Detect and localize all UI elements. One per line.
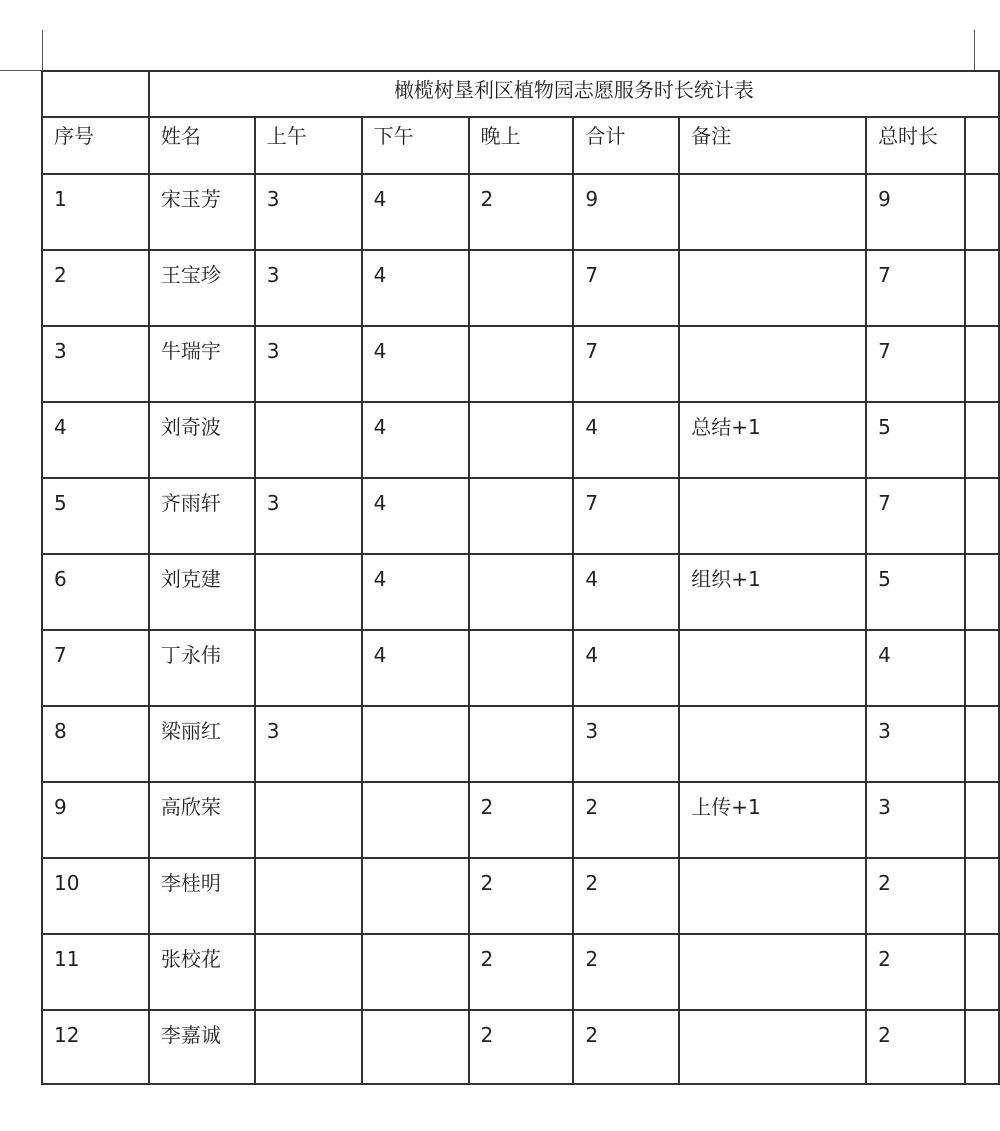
cell-afternoon — [362, 478, 469, 554]
cell-value — [363, 859, 468, 873]
cell-value: 4 — [585, 415, 599, 439]
cell-name — [149, 326, 255, 402]
cell-evening — [469, 174, 574, 250]
cell-afternoon — [362, 706, 469, 782]
cell-value — [680, 479, 865, 493]
table-row — [42, 630, 999, 706]
cell-index — [42, 478, 149, 554]
cell-value: 2 — [585, 871, 599, 895]
header-row — [42, 117, 999, 174]
cell-value: 7 — [878, 339, 891, 363]
cell-value: 5 — [878, 567, 891, 591]
cell-afternoon — [362, 402, 469, 478]
cell-name — [149, 706, 255, 782]
cell-value: 2 — [585, 1023, 599, 1047]
cell-remarks — [679, 630, 866, 706]
cell-value: 4 — [373, 567, 387, 591]
cell-remarks — [679, 934, 866, 1010]
cell-evening — [469, 858, 574, 934]
cell-value — [363, 707, 468, 721]
cell-extra — [965, 326, 999, 402]
cell-name — [149, 1010, 255, 1084]
cell-value — [470, 403, 573, 417]
cell-extra — [965, 934, 999, 1010]
cell-value: 6 — [54, 567, 67, 591]
cell-value — [680, 935, 865, 949]
cell-total — [866, 782, 965, 858]
cell-value: 2 — [585, 795, 599, 819]
cell-value — [470, 707, 573, 721]
cell-value — [680, 251, 865, 265]
volunteer-hours-table — [41, 70, 1000, 1085]
cell-total — [866, 174, 965, 250]
cell-value: 宋玉芳 — [160, 187, 221, 211]
cell-afternoon — [362, 250, 469, 326]
cell-extra — [965, 1010, 999, 1084]
cell-subtotal — [573, 706, 679, 782]
cell-afternoon — [362, 554, 469, 630]
cell-value — [680, 1011, 865, 1025]
cell-morning — [255, 402, 362, 478]
cell-value — [256, 555, 361, 569]
cell-value — [363, 1011, 468, 1025]
header-cell-extra — [965, 117, 999, 174]
cell-value: 7 — [878, 263, 891, 287]
cell-value: 4 — [878, 643, 891, 667]
header-label: 晚上 — [480, 124, 521, 148]
cell-evening — [469, 554, 574, 630]
cell-subtotal — [573, 554, 679, 630]
cell-value — [256, 859, 361, 873]
cell-value: 7 — [878, 491, 891, 515]
cell-value: 上传+1 — [691, 795, 761, 819]
table-row — [42, 554, 999, 630]
cell-value: 齐雨轩 — [160, 491, 221, 515]
cell-morning — [255, 174, 362, 250]
cell-value: 4 — [373, 187, 387, 211]
header-cell-name — [149, 117, 255, 174]
cell-morning — [255, 630, 362, 706]
cell-evening — [469, 1010, 574, 1084]
cell-total — [866, 858, 965, 934]
cell-value: 牛瑞宇 — [160, 339, 221, 363]
cell-value: 4 — [373, 263, 387, 287]
cell-evening — [469, 326, 574, 402]
cell-afternoon — [362, 174, 469, 250]
cell-morning — [255, 706, 362, 782]
cell-afternoon — [362, 630, 469, 706]
cell-value: 丁永伟 — [160, 643, 221, 667]
cell-value: 李桂明 — [160, 871, 221, 895]
cell-value: 11 — [54, 947, 80, 971]
cell-extra — [965, 478, 999, 554]
cell-value: 7 — [585, 339, 599, 363]
cell-value: 3 — [878, 719, 891, 743]
cell-evening — [469, 782, 574, 858]
table-row — [42, 782, 999, 858]
cell-index — [42, 326, 149, 402]
cell-remarks — [679, 858, 866, 934]
cell-value: 9 — [878, 187, 891, 211]
cell-remarks — [679, 250, 866, 326]
cell-value: 总结+1 — [691, 415, 761, 439]
cell-value: 12 — [54, 1023, 80, 1047]
cell-remarks — [679, 706, 866, 782]
cell-value: 3 — [266, 339, 280, 363]
cell-value: 4 — [373, 415, 387, 439]
cell-evening — [469, 250, 574, 326]
cell-afternoon — [362, 782, 469, 858]
cell-name — [149, 630, 255, 706]
cell-afternoon — [362, 934, 469, 1010]
cell-value: 刘克建 — [160, 567, 221, 591]
cell-value: 4 — [585, 643, 599, 667]
cell-name — [149, 174, 255, 250]
cell-value: 2 — [480, 795, 494, 819]
cell-afternoon — [362, 326, 469, 402]
cell-afternoon — [362, 1010, 469, 1084]
header-cell-evening — [469, 117, 574, 174]
cell-total — [866, 630, 965, 706]
cell-value: 2 — [878, 1023, 891, 1047]
cell-subtotal — [573, 478, 679, 554]
header-cell-total — [866, 117, 965, 174]
header-label: 上午 — [266, 124, 307, 148]
cell-evening — [469, 402, 574, 478]
header-label: 备注 — [691, 124, 732, 148]
cell-total — [866, 326, 965, 402]
cell-name — [149, 250, 255, 326]
cell-value — [256, 403, 361, 417]
table-row — [42, 934, 999, 1010]
cell-value: 4 — [373, 643, 387, 667]
cell-extra — [965, 706, 999, 782]
cell-index — [42, 858, 149, 934]
cell-name — [149, 858, 255, 934]
cell-total — [866, 706, 965, 782]
crop-mark-top-left-vertical — [42, 30, 43, 70]
cell-remarks — [679, 478, 866, 554]
cell-evening — [469, 630, 574, 706]
cell-morning — [255, 554, 362, 630]
cell-subtotal — [573, 174, 679, 250]
cell-value — [256, 935, 361, 949]
cell-value: 组织+1 — [691, 567, 761, 591]
cell-extra — [965, 782, 999, 858]
cell-value — [680, 707, 865, 721]
cell-name — [149, 402, 255, 478]
header-label: 序号 — [54, 124, 94, 148]
cell-value — [680, 631, 865, 645]
cell-value — [256, 783, 361, 797]
cell-value — [363, 935, 468, 949]
cell-evening — [469, 478, 574, 554]
cell-value: 4 — [373, 339, 387, 363]
cell-total — [866, 478, 965, 554]
cell-value: 9 — [585, 187, 599, 211]
cell-value: 5 — [54, 491, 67, 515]
cell-morning — [255, 934, 362, 1010]
cell-subtotal — [573, 326, 679, 402]
cell-value — [470, 631, 573, 645]
cell-value — [470, 479, 573, 493]
header-label: 下午 — [373, 124, 414, 148]
cell-value — [680, 175, 865, 189]
table-row — [42, 402, 999, 478]
header-label: 姓名 — [160, 124, 201, 148]
cell-remarks — [679, 174, 866, 250]
cell-value: 2 — [480, 187, 494, 211]
table-title: 橄榄树垦利区植物园志愿服务时长统计表 — [393, 78, 754, 102]
cell-name — [149, 478, 255, 554]
cell-value: 2 — [480, 871, 494, 895]
cell-extra — [965, 250, 999, 326]
cell-remarks — [679, 1010, 866, 1084]
cell-value — [470, 251, 573, 265]
header-cell-morning — [255, 117, 362, 174]
cell-total — [866, 934, 965, 1010]
cell-value — [680, 327, 865, 341]
cell-value: 8 — [54, 719, 67, 743]
cell-index — [42, 554, 149, 630]
cell-index — [42, 174, 149, 250]
cell-index — [42, 1010, 149, 1084]
cell-value: 1 — [54, 187, 67, 211]
cell-total — [866, 402, 965, 478]
table-row — [42, 706, 999, 782]
cell-value: 2 — [878, 871, 891, 895]
cell-value: 2 — [480, 1023, 494, 1047]
header-cell-remarks — [679, 117, 866, 174]
cell-value — [680, 859, 865, 873]
cell-total — [866, 554, 965, 630]
table-row — [42, 174, 999, 250]
cell-index — [42, 250, 149, 326]
cell-value — [256, 1011, 361, 1025]
cell-evening — [469, 934, 574, 1010]
header-label: 合计 — [585, 124, 626, 148]
cell-value: 4 — [373, 491, 387, 515]
cell-morning — [255, 326, 362, 402]
cell-morning — [255, 478, 362, 554]
table-row — [42, 250, 999, 326]
cell-subtotal — [573, 402, 679, 478]
cell-morning — [255, 782, 362, 858]
cell-value: 3 — [266, 491, 280, 515]
title-row — [42, 71, 999, 117]
cell-extra — [965, 630, 999, 706]
cell-value: 5 — [878, 415, 891, 439]
cell-value: 张校花 — [160, 947, 221, 971]
cell-index — [42, 402, 149, 478]
cell-remarks — [679, 554, 866, 630]
cell-total — [866, 250, 965, 326]
cell-value: 2 — [54, 263, 67, 287]
cell-value: 王宝珍 — [160, 263, 221, 287]
cell-remarks — [679, 326, 866, 402]
cell-subtotal — [573, 934, 679, 1010]
cell-value: 7 — [54, 643, 67, 667]
cell-value: 9 — [54, 795, 67, 819]
cell-value — [363, 783, 468, 797]
cell-value: 4 — [54, 415, 67, 439]
cell-value: 高欣荣 — [160, 795, 221, 819]
cell-subtotal — [573, 250, 679, 326]
cell-index — [42, 934, 149, 1010]
cell-name — [149, 934, 255, 1010]
cell-value: 2 — [585, 947, 599, 971]
cell-morning — [255, 250, 362, 326]
crop-mark-top-left-horizontal — [0, 70, 42, 71]
cell-index — [42, 782, 149, 858]
header-cell-subtotal — [573, 117, 679, 174]
cell-value: 4 — [585, 567, 599, 591]
cell-value: 梁丽红 — [160, 719, 221, 743]
cell-afternoon — [362, 858, 469, 934]
cell-subtotal — [573, 1010, 679, 1084]
table-row — [42, 478, 999, 554]
cell-extra — [965, 174, 999, 250]
cell-index — [42, 706, 149, 782]
cell-value: 3 — [54, 339, 67, 363]
cell-name — [149, 554, 255, 630]
table-row — [42, 858, 999, 934]
cell-value: 3 — [266, 187, 280, 211]
cell-value: 2 — [480, 947, 494, 971]
cell-extra — [965, 402, 999, 478]
header-label: 总时长 — [878, 124, 939, 148]
cell-value: 7 — [585, 263, 599, 287]
table-row — [42, 1010, 999, 1084]
header-cell-index — [42, 117, 149, 174]
cell-extra — [965, 858, 999, 934]
header-cell-afternoon — [362, 117, 469, 174]
cell-remarks — [679, 402, 866, 478]
cell-remarks — [679, 782, 866, 858]
cell-value — [470, 327, 573, 341]
cell-index — [42, 630, 149, 706]
cell-value: 李嘉诚 — [160, 1023, 221, 1047]
cell-value: 3 — [266, 719, 280, 743]
cell-name — [149, 782, 255, 858]
cell-morning — [255, 858, 362, 934]
cell-value: 刘奇波 — [160, 415, 221, 439]
cell-morning — [255, 1010, 362, 1084]
table-row — [42, 326, 999, 402]
cell-value: 7 — [585, 491, 599, 515]
cell-value — [256, 631, 361, 645]
cell-value — [470, 555, 573, 569]
cell-subtotal — [573, 630, 679, 706]
cell-subtotal — [573, 858, 679, 934]
cell-value: 10 — [54, 871, 80, 895]
cell-value: 3 — [266, 263, 280, 287]
cell-value: 3 — [878, 795, 891, 819]
cell-value: 3 — [585, 719, 599, 743]
cell-subtotal — [573, 782, 679, 858]
cell-total — [866, 1010, 965, 1084]
cell-extra — [965, 554, 999, 630]
cell-value: 2 — [878, 947, 891, 971]
title-blank-cell — [42, 71, 149, 117]
cell-evening — [469, 706, 574, 782]
crop-mark-top-right-vertical — [974, 30, 975, 70]
table-title-cell — [149, 71, 999, 117]
